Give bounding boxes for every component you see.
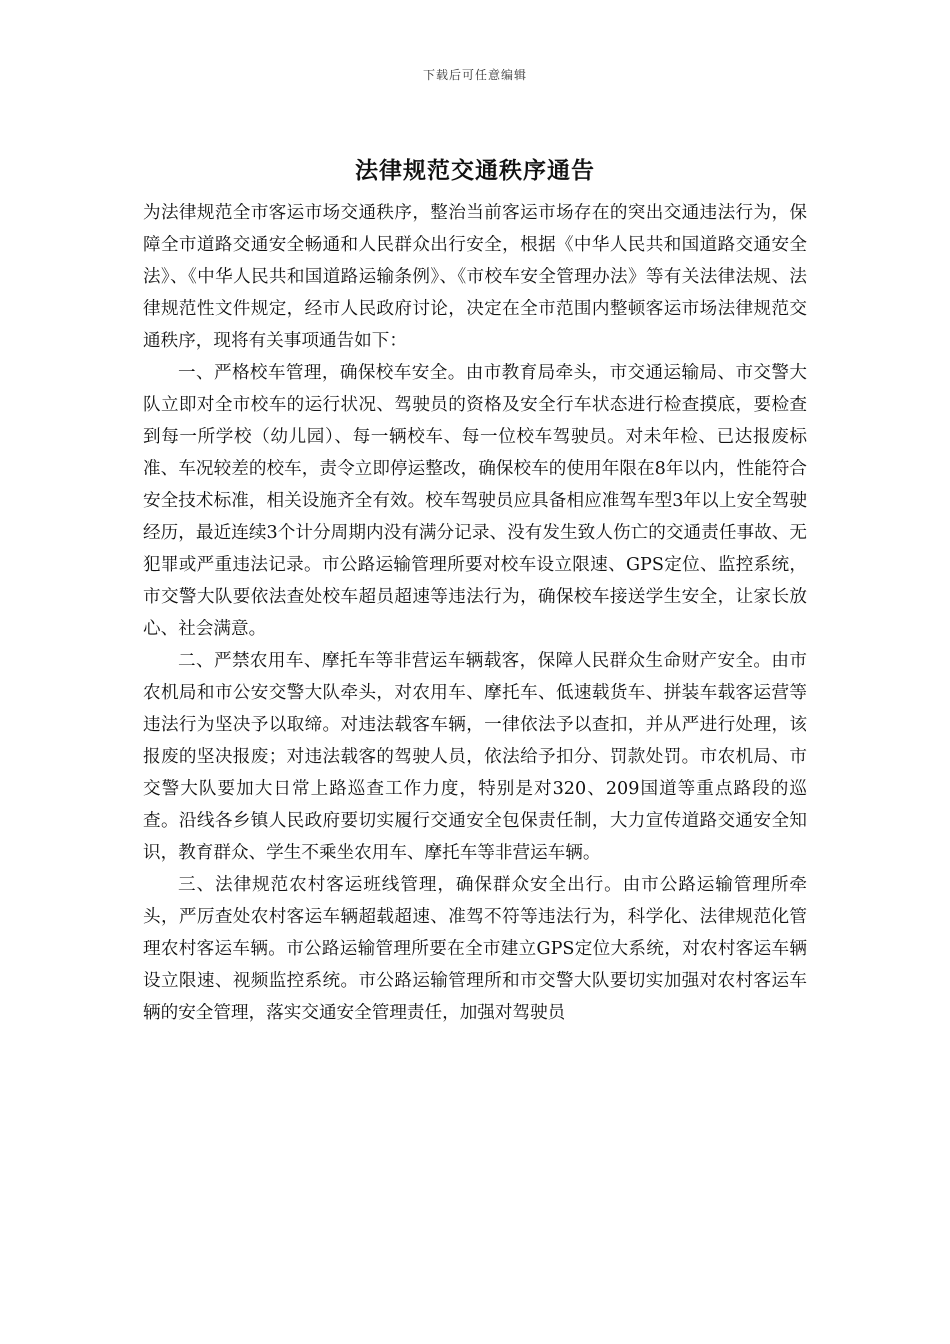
header-note: 下载后可任意编辑: [422, 68, 527, 82]
paragraph-item-2: 二、严禁农用车、摩托车等非营运车辆载客，保障人民群众生命财产安全。由市农机局和市公安交警大队牵头，对农用车、摩托车、低速载货车、拼装车载客运营等违法行为坚决予以取缔。对违法载客车辆，一律依法予以查扣，并从严进行处理，该报废的坚决报废；对违法载客的驾驶人员，依法给予扣分、罚款处罚。市农机局、市交警大队要加大日常上路巡查工作力度，特别是对320、209国道等重点路段的巡查。沿线各乡镇人民政府要切实履行交通安全包保责任制，大力宣传道路交通安全知识，教育群众、学生不乘坐农用车、摩托车等非营运车辆。: [143, 651, 807, 863]
document-body: [143, 197, 807, 1029]
paragraph-intro: 为法律规范全市客运市场交通秩序，整治当前客运市场存在的突出交通违法行为，保障全市道路交通安全畅通和人民群众出行安全，根据《中华人民共和国道路交通安全法》、《中华人民共和国道路运输条例》、《市校车安全管理办法》等有关法律法规、法律规范性文件规定，经市人民政府讨论，决定在全市范围内整顿客运市场法律规范交通秩序，现将有关事项通告如下：: [143, 203, 807, 351]
document-title: 法律规范交通秩序通告: [355, 157, 595, 184]
paragraph-item-3: 三、法律规范农村客运班线管理，确保群众安全出行。由市公路运输管理所牵头，严厉查处农村客运车辆超载超速、准驾不符等违法行为，科学化、法律规范化管理农村客运车辆。市公路运输管理所要在全市建立GPS定位大系统，对农村客运车辆设立限速、视频监控系统。市公路运输管理所和市交警大队要切实加强对农村客运车辆的安全管理，落实交通安全管理责任，加强对驾驶员: [143, 875, 807, 1023]
paragraph-item-1: 一、严格校车管理，确保校车安全。由市教育局牵头，市交通运输局、市交警大队立即对全市校车的运行状况、驾驶员的资格及安全行车状态进行检查摸底，要检查到每一所学校（幼儿园）、每一辆校车、每一位校车驾驶员。对未年检、已达报废标准、车况较差的校车，责令立即停运整改，确保校车的使用年限在8年以内，性能符合安全技术标准，相关设施齐全有效。校车驾驶员应具备相应准驾车型3年以上安全驾驶经历，最近连续3个计分周期内没有满分记录、没有发生致人伤亡的交通责任事故、无犯罪或严重违法记录。市公路运输管理所要对校车设立限速、GPS定位、监控系统，市交警大队要依法查处校车超员超速等违法行为，确保校车接送学生安全，让家长放心、社会满意。: [143, 363, 807, 639]
